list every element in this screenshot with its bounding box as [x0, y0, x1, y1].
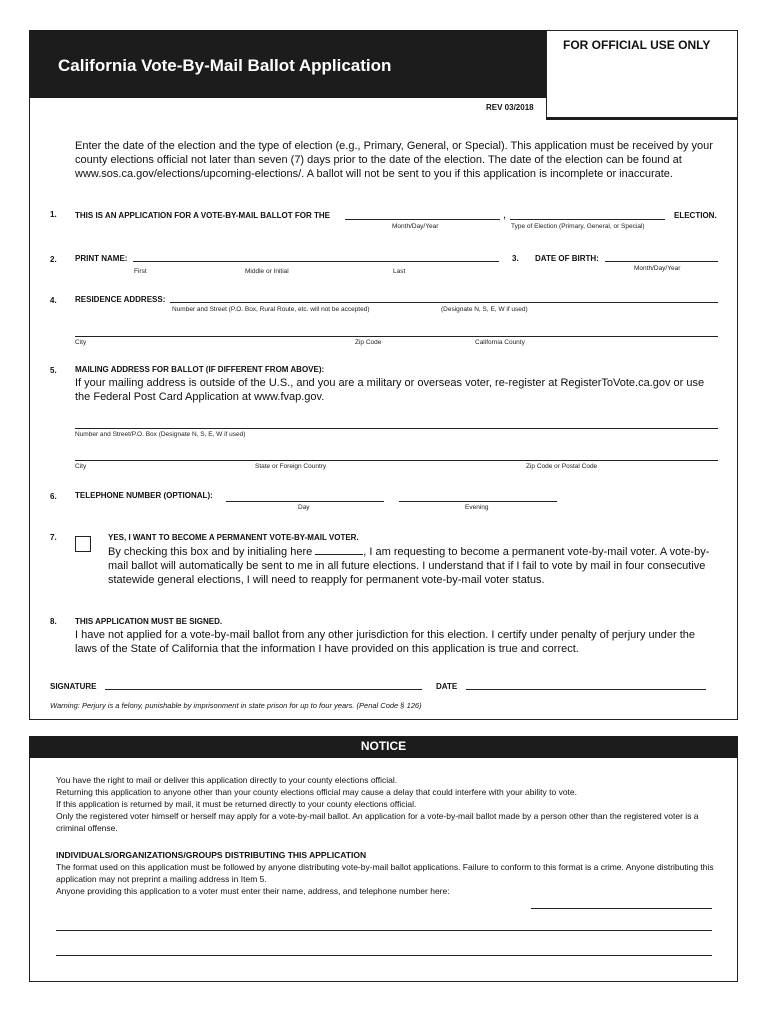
provider-name-field[interactable]: [531, 908, 712, 909]
item-1-number: 1.: [50, 210, 57, 219]
item-8-label: THIS APPLICATION MUST BE SIGNED.: [75, 617, 223, 626]
election-type-hint: Type of Election (Primary, General, or Special): [511, 223, 645, 230]
item-6-label: TELEPHONE NUMBER (OPTIONAL):: [75, 491, 213, 500]
mailing-city-field[interactable]: [75, 460, 718, 461]
form-title: California Vote-By-Mail Ballot Application: [58, 56, 392, 75]
revision-label: REV 03/2018: [486, 103, 534, 112]
residence-street-field[interactable]: [170, 302, 718, 303]
item-6-number: 6.: [50, 492, 57, 501]
print-name-field[interactable]: [133, 261, 499, 262]
election-date-hint: Month/Day/Year: [392, 223, 439, 230]
item-5-number: 5.: [50, 366, 57, 375]
signature-date-field[interactable]: [466, 689, 706, 690]
notice-line: You have the right to mail or deliver this application directly to your county elections official.: [56, 775, 398, 785]
residence-designate-hint: (Designate N, S, E, W if used): [441, 306, 528, 313]
initial-field[interactable]: [315, 544, 363, 555]
item-1-end-label: ELECTION.: [674, 211, 717, 220]
groups-heading: INDIVIDUALS/ORGANIZATIONS/GROUPS DISTRIBUTING THIS APPLICATION: [56, 850, 367, 860]
date-of-birth-hint: Month/Day/Year: [634, 265, 681, 272]
first-name-hint: First: [134, 268, 147, 275]
notice-groups-block: [56, 849, 716, 897]
item-8-number: 8.: [50, 617, 57, 626]
provider-address-field[interactable]: [56, 930, 712, 931]
notice-line: If this application is returned by mail, it must be returned directly to your county elections official.: [56, 799, 417, 809]
item-5-text: If your mailing address is outside of the U.S., and you are a military or overseas voter, re-register at RegisterToVote.ca.gov or use the Federal Post Card Application at www.fvap.gov.: [75, 377, 705, 403]
item-3-number: 3.: [512, 254, 519, 263]
item-4-label: RESIDENCE ADDRESS:: [75, 295, 166, 304]
item-7-text-after: , I am requesting to become a permanent vote-by-mail voter. A vote-by-mail ballot will automatically be sent to me in all future elections. I understand that if I fail to vote by mail in four consecutive statewide general elections, I will need to reapply for permanent vote-by-mail voter status.: [108, 546, 710, 586]
residence-zip-hint: Zip Code: [355, 339, 382, 346]
phone-day-field[interactable]: [226, 501, 384, 502]
perjury-warning: Warning: Perjury is a felony, punishable by imprisonment in state prison for up to four years. (Penal Code § 126): [50, 701, 422, 710]
phone-evening-hint: Evening: [465, 504, 489, 511]
last-name-hint: Last: [393, 268, 406, 275]
phone-day-hint: Day: [298, 504, 310, 511]
election-date-field[interactable]: [345, 219, 500, 220]
groups-text: The format used on this application must be followed by anyone distributing vote-by-mail ballot applications. Failure to conform to this format is a crime. Anyone distributing this application may not preprint a mailing address in Item 5.: [56, 862, 714, 884]
provider-text: Anyone providing this application to a voter must enter their name, address, and telephone number here:: [56, 886, 450, 896]
signature-field[interactable]: [105, 689, 422, 690]
item-2-number: 2.: [50, 255, 57, 264]
residence-county-hint: California County: [475, 339, 525, 346]
middle-name-hint: Middle or Initial: [245, 268, 289, 275]
item-7-text-before: By checking this box and by initialing here: [108, 546, 313, 558]
residence-city-hint: City: [75, 339, 87, 346]
item-4-number: 4.: [50, 296, 57, 305]
item-2-label: PRINT NAME:: [75, 254, 128, 263]
item-1-comma: ,: [503, 209, 507, 221]
notice-line: Only the registered voter himself or herself may apply for a vote-by-mail ballot. An application for a vote-by-mail ballot made by a person other than the registered voter is a criminal offense.: [56, 811, 699, 833]
signature-label: SIGNATURE: [50, 682, 97, 691]
intro-text: Enter the date of the election and the type of election (e.g., Primary, General, or Special). This application must be received by your county elections official not later than seven (7) days prior to the date of the election. The date of the election can be found at www.sos.ca.gov/elections/upcoming-elections/. A ballot will not be sent to you if this application is incomplete or inaccurate.: [75, 140, 713, 180]
item-5-label: MAILING ADDRESS FOR BALLOT (IF DIFFERENT FROM ABOVE):: [75, 365, 325, 374]
official-use-label: FOR OFFICIAL USE ONLY: [563, 38, 711, 52]
election-type-field[interactable]: [510, 219, 665, 220]
official-use-underline: [546, 117, 738, 120]
item-7-text: [108, 544, 720, 587]
mailing-street-field[interactable]: [75, 428, 718, 429]
signature-date-label: DATE: [436, 682, 458, 691]
mailing-zip-hint: Zip Code or Postal Code: [526, 463, 598, 470]
notice-rights-block: [56, 774, 716, 834]
item-3-label: DATE OF BIRTH:: [535, 254, 599, 263]
item-7-number: 7.: [50, 533, 57, 542]
notice-line: Returning this application to anyone other than your county elections official may cause a delay that could interfere with your ability to vote.: [56, 787, 578, 797]
residence-street-hint: Number and Street (P.O. Box, Rural Route, etc. will not be accepted): [172, 306, 370, 313]
permanent-vbm-checkbox[interactable]: [75, 536, 91, 552]
provider-phone-field[interactable]: [56, 955, 712, 956]
residence-city-field[interactable]: [75, 336, 718, 337]
mailing-state-hint: State or Foreign Country: [255, 463, 327, 470]
phone-evening-field[interactable]: [399, 501, 557, 502]
date-of-birth-field[interactable]: [605, 261, 718, 262]
mailing-street-hint: Number and Street/P.O. Box (Designate N, S, E, W if used): [75, 431, 246, 438]
item-8-text: I have not applied for a vote-by-mail ballot from any other jurisdiction for this election. I certify under penalty of perjury under the laws of the State of California that the information I have provided on this application is true and correct.: [75, 629, 695, 655]
mailing-city-hint: City: [75, 463, 87, 470]
notice-title: NOTICE: [360, 739, 407, 753]
item-7-label: YES, I WANT TO BECOME A PERMANENT VOTE-BY-MAIL VOTER.: [108, 533, 359, 542]
item-1-label: THIS IS AN APPLICATION FOR A VOTE-BY-MAIL BALLOT FOR THE: [75, 211, 330, 220]
